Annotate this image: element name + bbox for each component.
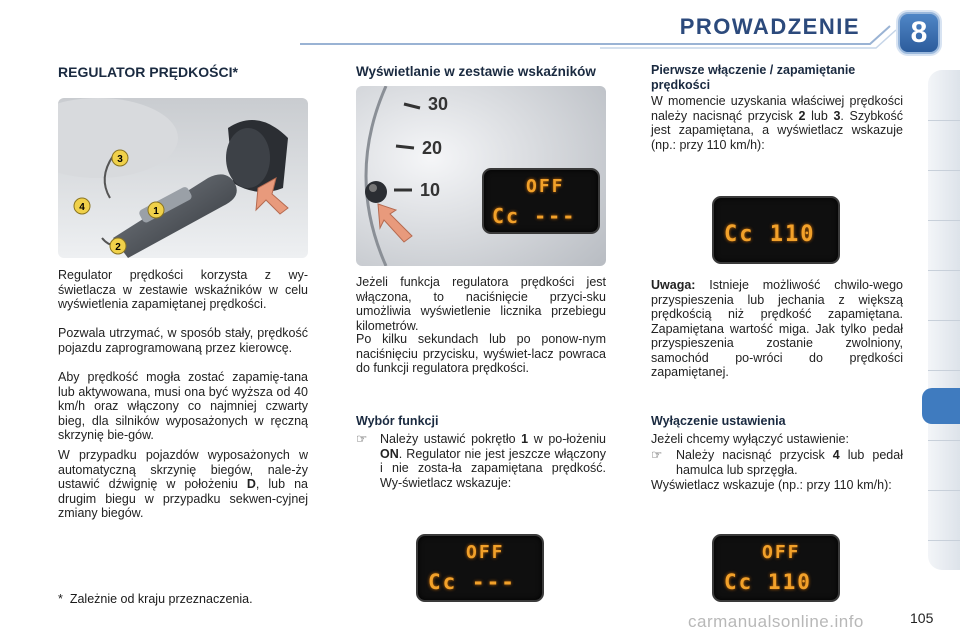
col2-paragraph-2: Po kilku sekundach lub po ponow-nym naciśnięciu przycisku, wyświet-lacz powraca do funkcji regulatora prędkości. xyxy=(356,332,606,375)
col1-paragraph-2: Pozwala utrzymać, w sposób stały, prędkość pojazdu zaprogramowaną przez kierowcę. xyxy=(58,326,308,355)
col1-paragraph-4: W przypadku pojazdów wyposażonych w automatyczną skrzynię biegów, nale-ży ustawić dźwignię w położeniu D, lub na drugim biegu w przypadku sekwen-cyjnej zmiany biegów. xyxy=(58,448,308,520)
stalk-label-4: 4 xyxy=(79,202,85,213)
side-tab-strip xyxy=(928,70,960,570)
first-activation-lcd: Cc 110 xyxy=(712,196,840,264)
stalk-image xyxy=(58,98,308,258)
section-title-cruise-control: REGULATOR PRĘDKOŚCI* xyxy=(58,64,238,80)
stalk-label-2: 2 xyxy=(115,242,121,253)
subheading-first-activation: Pierwsze włączenie / zapamiętanie prędkości xyxy=(651,63,856,92)
bullet-icon: ☞ xyxy=(651,448,663,462)
col2-paragraph-1: Jeżeli funkcja regulatora prędkości jest włączona, to naciśnięcie przyci-sku umożliwia wyświetlenie licznika przebiegu kilometrów. xyxy=(356,275,606,333)
col1-paragraph-1: Regulator prędkości korzysta z wy-świetlacza w zestawie wskaźników w celu wyświetlenia zapamiętanej prędkości. xyxy=(58,268,308,311)
col3-paragraph-1: W momencie uzyskania właściwej prędkości należy nacisnąć przycisk 2 lub 3. Szybkość jest zapamiętana, a wyświetlacz wskazuje (np.: przy 110 km/h): xyxy=(651,94,904,152)
select-lcd: OFF Cc --- xyxy=(416,534,544,602)
watermark: carmanualsonline.info xyxy=(688,612,864,631)
deactivation-lcd: OFF Cc 110 xyxy=(712,534,840,602)
subheading-deactivation: Wyłączenie ustawienia xyxy=(651,414,786,428)
gauge-tick-30: 30 xyxy=(428,94,449,114)
col3-bullet: Należy nacisnąć przycisk 4 lub pedał hamulca lub sprzęgła. xyxy=(676,448,903,477)
col3-paragraph-2: Jeżeli chcemy wyłączyć ustawienie: xyxy=(651,432,849,446)
bullet-icon: ☞ xyxy=(356,432,368,446)
side-tab-active[interactable] xyxy=(922,388,960,424)
chapter-badge: 8 xyxy=(898,12,940,54)
col3-note: Uwaga: Istnieje możliwość chwilo-wego przyspieszenia lub jechania z większą prędkością niż prędkość zapamiętana. Zapamiętana wartość miga. Jak tylko pedał przyspieszenia zostanie zwolniony, samochód po-wróci do prędkości zapamiętanej. xyxy=(651,278,903,379)
subheading-function-selection: Wybór funkcji xyxy=(356,414,439,428)
gauge-tick-20: 20 xyxy=(422,138,443,158)
page-number: 105 xyxy=(910,610,934,626)
footnote: * Zależnie od kraju przeznaczenia. xyxy=(58,592,253,606)
col2-bullet: Należy ustawić pokrętło 1 w po-łożeniu ON. Regulator nie jest jeszcze włączony i nie zosta-ła zapamiętana prędkość. Wy-świetlacz wskazuje: xyxy=(380,432,607,490)
col3-paragraph-3: Wyświetlacz wskazuje (np.: przy 110 km/h): xyxy=(651,478,892,492)
gauge-lcd: OFF Cc --- xyxy=(482,168,600,234)
section-title-display: Wyświetlanie w zestawie wskaźników xyxy=(356,64,596,79)
gauge-tick-10: 10 xyxy=(420,180,441,200)
stalk-label-3: 3 xyxy=(117,154,123,165)
stalk-label-1: 1 xyxy=(153,206,159,217)
col1-paragraph-3: Aby prędkość mogła zostać zapamię-tana lub aktywowana, musi ona być wyższa od 40 km/h oraz włączony co najmniej czwarty bieg, dla silników wyposażonych w ręczną skrzynię bie-gów. xyxy=(58,370,308,442)
page-title: PROWADZENIE xyxy=(679,14,860,39)
